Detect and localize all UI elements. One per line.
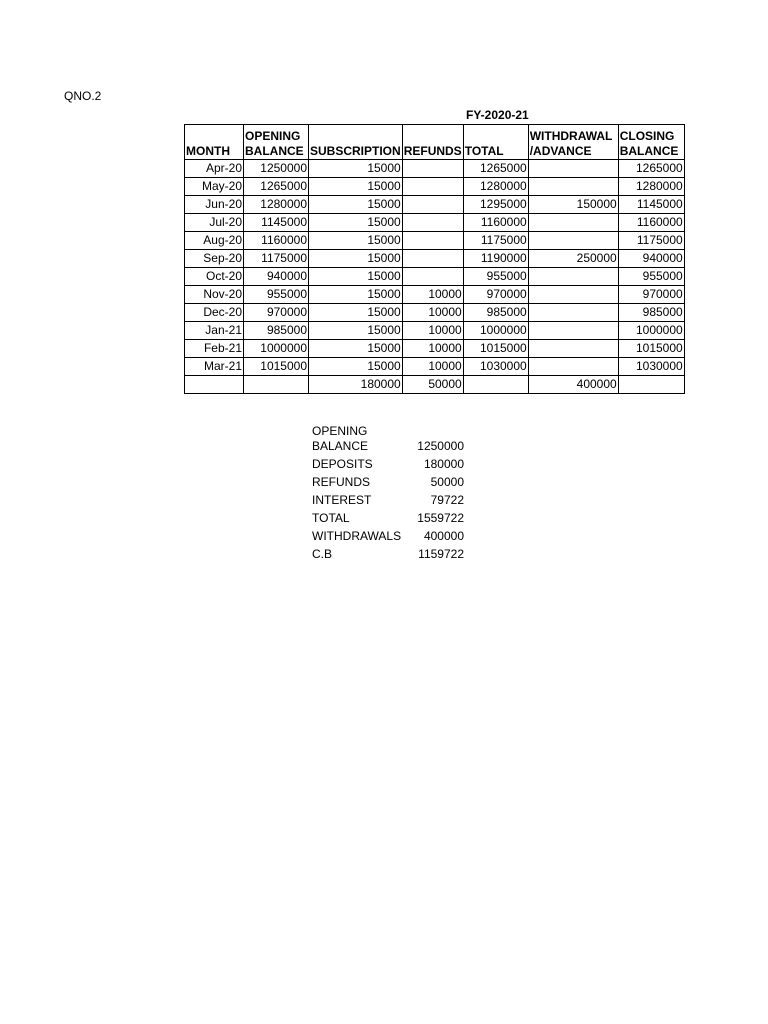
cell-subscription: 15000 xyxy=(309,304,403,322)
summary-row-withdrawals xyxy=(312,529,464,544)
summary-label: TOTAL xyxy=(312,511,350,525)
cell-total: 1265000 xyxy=(463,160,528,178)
cell-total: 1190000 xyxy=(463,250,528,268)
cell-month: May-20 xyxy=(185,178,244,196)
total-cell-month xyxy=(185,376,244,394)
cell-subscription: 15000 xyxy=(309,160,403,178)
cell-total: 1000000 xyxy=(463,322,528,340)
cell-opening-balance: 970000 xyxy=(244,304,309,322)
cell-total: 985000 xyxy=(463,304,528,322)
total-cell-closing-balance xyxy=(618,376,684,394)
cell-withdrawal: 150000 xyxy=(528,196,618,214)
summary-value: 1250000 xyxy=(417,439,464,453)
table-row xyxy=(185,232,685,250)
cell-withdrawal xyxy=(528,358,618,376)
cell-closing-balance: 1280000 xyxy=(618,178,684,196)
cell-total: 1030000 xyxy=(463,358,528,376)
summary-row-interest xyxy=(312,493,464,508)
cell-opening-balance: 1250000 xyxy=(244,160,309,178)
cell-subscription: 15000 xyxy=(309,358,403,376)
cell-subscription: 15000 xyxy=(309,322,403,340)
summary-value: 1159722 xyxy=(418,547,464,561)
cell-subscription: 15000 xyxy=(309,250,403,268)
cell-subscription: 15000 xyxy=(309,196,403,214)
summary-label: REFUNDS xyxy=(312,475,371,489)
cell-total: 970000 xyxy=(463,286,528,304)
cell-closing-balance: 1030000 xyxy=(618,358,684,376)
table-header-row xyxy=(185,125,685,160)
table-row xyxy=(185,286,685,304)
cell-opening-balance: 1280000 xyxy=(244,196,309,214)
cell-month: Sep-20 xyxy=(185,250,244,268)
cell-refunds xyxy=(402,178,463,196)
total-cell-subscription: 180000 xyxy=(309,376,403,394)
column-header-refunds: REFUNDS xyxy=(402,125,463,160)
cell-month: Jul-20 xyxy=(185,214,244,232)
cell-total: 1295000 xyxy=(463,196,528,214)
ledger-table xyxy=(184,124,685,394)
total-cell-withdrawal: 400000 xyxy=(528,376,618,394)
summary-block xyxy=(312,424,464,565)
column-header-closing-balance: CLOSING BALANCE xyxy=(618,125,684,160)
summary-row-deposits xyxy=(312,457,464,472)
cell-month: Jun-20 xyxy=(185,196,244,214)
cell-total: 955000 xyxy=(463,268,528,286)
cell-withdrawal xyxy=(528,178,618,196)
cell-withdrawal xyxy=(528,268,618,286)
cell-month: Feb-21 xyxy=(185,340,244,358)
cell-opening-balance: 1145000 xyxy=(244,214,309,232)
cell-refunds xyxy=(402,250,463,268)
totals-row xyxy=(185,376,685,394)
cell-opening-balance: 940000 xyxy=(244,268,309,286)
cell-opening-balance: 1175000 xyxy=(244,250,309,268)
cell-opening-balance: 955000 xyxy=(244,286,309,304)
cell-withdrawal: 250000 xyxy=(528,250,618,268)
question-number: QNO.2 xyxy=(64,89,102,103)
table-row xyxy=(185,214,685,232)
cell-subscription: 15000 xyxy=(309,286,403,304)
cell-total: 1175000 xyxy=(463,232,528,250)
cell-withdrawal xyxy=(528,304,618,322)
cell-withdrawal xyxy=(528,322,618,340)
summary-row-opening-balance xyxy=(312,424,464,454)
summary-label: C.B xyxy=(312,547,333,561)
cell-subscription: 15000 xyxy=(309,268,403,286)
summary-value: 1559722 xyxy=(417,511,464,525)
table-row xyxy=(185,178,685,196)
cell-subscription: 15000 xyxy=(309,178,403,196)
column-header-opening-balance: OPENING BALANCE xyxy=(244,125,309,160)
cell-subscription: 15000 xyxy=(309,232,403,250)
cell-month: Jan-21 xyxy=(185,322,244,340)
cell-refunds xyxy=(402,214,463,232)
cell-refunds: 10000 xyxy=(402,358,463,376)
cell-withdrawal xyxy=(528,286,618,304)
total-cell-opening-balance xyxy=(244,376,309,394)
cell-withdrawal xyxy=(528,160,618,178)
cell-closing-balance: 1145000 xyxy=(618,196,684,214)
cell-withdrawal xyxy=(528,340,618,358)
cell-opening-balance: 985000 xyxy=(244,322,309,340)
summary-row-refunds xyxy=(312,475,464,490)
cell-month: Aug-20 xyxy=(185,232,244,250)
cell-refunds xyxy=(402,196,463,214)
cell-month: Apr-20 xyxy=(185,160,244,178)
column-header-month: MONTH xyxy=(185,125,244,160)
cell-closing-balance: 1015000 xyxy=(618,340,684,358)
summary-label: OPENING BALANCE xyxy=(312,424,369,453)
summary-value: 50000 xyxy=(430,475,464,489)
cell-opening-balance: 1160000 xyxy=(244,232,309,250)
cell-month: Dec-20 xyxy=(185,304,244,322)
cell-subscription: 15000 xyxy=(309,214,403,232)
cell-month: Nov-20 xyxy=(185,286,244,304)
table-row xyxy=(185,160,685,178)
cell-withdrawal xyxy=(528,232,618,250)
summary-value: 79722 xyxy=(430,493,464,507)
summary-value: 400000 xyxy=(423,529,464,543)
cell-total: 1160000 xyxy=(463,214,528,232)
cell-closing-balance: 1265000 xyxy=(618,160,684,178)
cell-refunds: 10000 xyxy=(402,286,463,304)
cell-closing-balance: 1175000 xyxy=(618,232,684,250)
column-header-subscription: SUBSCRIPTION xyxy=(309,125,403,160)
cell-month: Oct-20 xyxy=(185,268,244,286)
cell-month: Mar-21 xyxy=(185,358,244,376)
column-header-withdrawal-advance: WITHDRAWAL /ADVANCE xyxy=(528,125,618,160)
cell-closing-balance: 1000000 xyxy=(618,322,684,340)
cell-refunds: 10000 xyxy=(402,304,463,322)
cell-refunds: 10000 xyxy=(402,322,463,340)
cell-refunds xyxy=(402,232,463,250)
table-row xyxy=(185,268,685,286)
total-cell-refunds: 50000 xyxy=(402,376,463,394)
cell-closing-balance: 970000 xyxy=(618,286,684,304)
cell-closing-balance: 955000 xyxy=(618,268,684,286)
summary-label: INTEREST xyxy=(312,493,372,507)
cell-total: 1015000 xyxy=(463,340,528,358)
summary-label: DEPOSITS xyxy=(312,457,373,471)
summary-value: 180000 xyxy=(423,457,464,471)
table-row xyxy=(185,340,685,358)
summary-row-closing-balance xyxy=(312,547,464,562)
total-cell-total xyxy=(463,376,528,394)
cell-opening-balance: 1000000 xyxy=(244,340,309,358)
table-row xyxy=(185,304,685,322)
table-row xyxy=(185,196,685,214)
cell-refunds xyxy=(402,160,463,178)
column-header-total: TOTAL xyxy=(463,125,528,160)
cell-closing-balance: 1160000 xyxy=(618,214,684,232)
table-row xyxy=(185,250,685,268)
table-row xyxy=(185,322,685,340)
cell-closing-balance: 940000 xyxy=(618,250,684,268)
cell-refunds xyxy=(402,268,463,286)
fiscal-year-title: FY-2020-21 xyxy=(466,108,529,122)
summary-label: WITHDRAWALS xyxy=(312,529,402,543)
summary-row-total xyxy=(312,511,464,526)
cell-refunds: 10000 xyxy=(402,340,463,358)
cell-total: 1280000 xyxy=(463,178,528,196)
table-row xyxy=(185,358,685,376)
cell-subscription: 15000 xyxy=(309,340,403,358)
cell-opening-balance: 1015000 xyxy=(244,358,309,376)
cell-opening-balance: 1265000 xyxy=(244,178,309,196)
cell-withdrawal xyxy=(528,214,618,232)
cell-closing-balance: 985000 xyxy=(618,304,684,322)
